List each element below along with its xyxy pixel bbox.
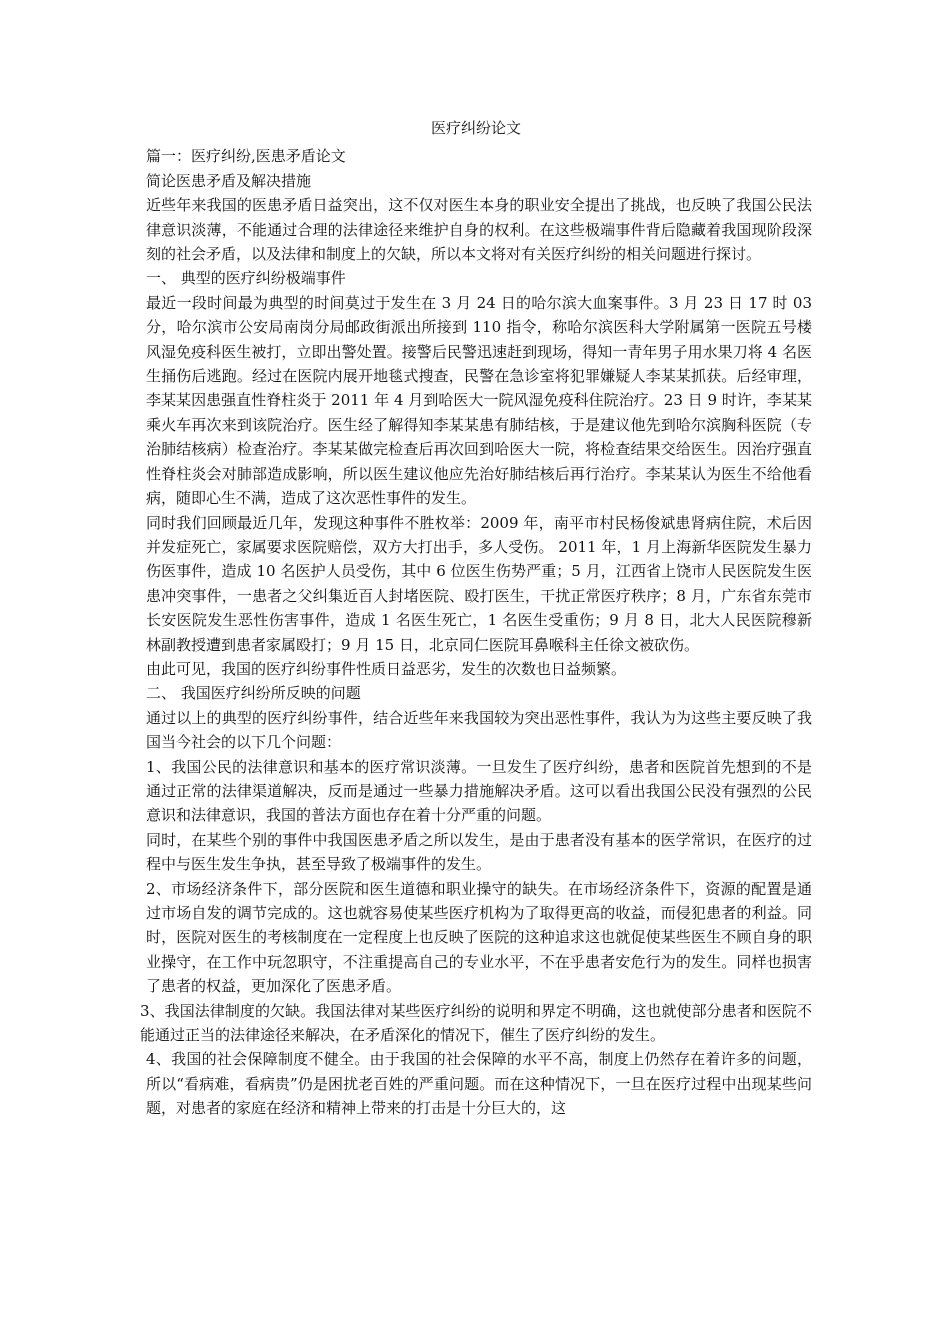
paragraph-subtitle: 简论医患矛盾及解决措施	[146, 171, 312, 190]
paragraph-recent-cases: 同时我们回顾最近几年，发现这种事件不胜枚举：2009 年，南平市村民杨俊斌患肾病住院，术后因并发症死亡，家属要求医院赔偿，双方大打出手，多人受伤。 2011 年，1 月上海新华医院发生暴力伤医事件，造成 10 名医护人员受伤，其中 6 位医生伤势严重；5 月，江西省上饶市人民医院发生医患冲突事件，一患者之父纠集近百人封堵医院、殴打医生，干扰正常医疗秩序；8 月，广东省东莞市长安医院发生恶性伤害事件，造成 1 名医生死亡，1 名医生受重伤；9 月 8 日，北大人民医院穆新林副教授遭到患者家属殴打；9 月 15 日，北京同仁医院耳鼻喉科主任徐文被砍伤。	[146, 513, 812, 654]
paragraph-point-3: 3、我国法律制度的欠缺。我国法律对某些医疗纠纷的说明和界定不明确，这也就使部分患者和医院不能通过正当的法律途径来解决，在矛盾深化的情况下，催生了医疗纠纷的发生。	[140, 1001, 812, 1045]
paragraph-problems-intro: 通过以上的典型的医疗纠纷事件，结合近些年来我国较为突出恶性事件，我认为为这些主要反映了我国当今社会的以下几个问题：	[146, 708, 812, 752]
document-body	[140, 116, 812, 1121]
paragraph-point-2: 2、市场经济条件下，部分医院和医生道德和职业操守的缺失。在市场经济条件下，资源的配置是通过市场自发的调节完成的。这也就容易使某些医疗机构为了取得更高的收益，而侵犯患者的利益。同时，医院对医生的考核制度在一定程度上也反映了医院的这种追求这也就促使某些医生不顾自身的职业操守，在工作中玩忽职守，不注重提高自己的专业水平，不在乎患者安危行为的发生。同样也损害了患者的权益，更加深化了医患矛盾。	[146, 879, 812, 996]
paragraph-point-1: 1、我国公民的法律意识和基本的医疗常识淡薄。一旦发生了医疗纠纷，患者和医院首先想到的不是通过正常的法律渠道解决，反而是通过一些暴力措施解决矛盾。这可以看出我国公民没有强烈的公民意识和法律意识，我国的普法方面也存在着十分严重的问题。	[146, 757, 812, 825]
paragraph-point-1-cont: 同时，在某些个别的事件中我国医患矛盾之所以发生，是由于患者没有基本的医学常识，在医疗的过程中与医生发生争执，甚至导致了极端事件的发生。	[146, 830, 812, 874]
section-heading-2: 二、 我国医疗纠纷所反映的问题	[146, 684, 361, 703]
document-title: 医疗纠纷论文	[430, 119, 521, 137]
paragraph-conclusion-1: 由此可见，我国的医疗纠纷事件性质日益恶劣，发生的次数也日益频繁。	[146, 659, 627, 678]
paragraph-article-heading: 篇一：医疗纠纷,医患矛盾论文	[146, 147, 346, 166]
paragraph-point-4: 4、我国的社会保障制度不健全。由于我国的社会保障的水平不高，制度上仍然存在着许多的问题，所以“看病难，看病贵”仍是困扰老百姓的严重问题。而在这种情况下，一旦在医疗过程中出现某些问题，对患者的家庭在经济和精神上带来的打击是十分巨大的，这	[146, 1050, 812, 1118]
section-heading-1: 一、 典型的医疗纠纷极端事件	[146, 269, 346, 288]
paragraph-intro: 近些年来我国的医患矛盾日益突出，这不仅对医生本身的职业安全提出了挑战，也反映了我国公民法律意识淡薄，不能通过合理的法律途径来维护自身的权利。在这些极端事件背后隐藏着我国现阶段深刻的社会矛盾，以及法律和制度上的欠缺，所以本文将对有关医疗纠纷的相关问题进行探讨。	[146, 196, 812, 264]
paragraph-harbin-case: 最近一段时间最为典型的时间莫过于发生在 3 月 24 日的哈尔滨大血案事件。3 月 23 日 17 时 03 分，哈尔滨市公安局南岗分局邮政街派出所接到 110 指令，称哈尔滨医科大学附属第一医院五号楼风湿免疫科医生被打，立即出警处置。接警后民警迅速赶到现场，得知一青年男子用水果刀将 4 名医生捅伤后逃跑。经过在医院内展开地毯式搜查，民警在急诊室将犯罪嫌疑人李某某抓获。后经审理，李某某因患强直性脊柱炎于 2011 年 4 月到哈医大一院风湿免疫科住院治疗。23 日 9 时许，李某某乘火车再次来到该院治疗。医生经了解得知李某某患有肺结核，于是建议他先到哈尔滨胸科医院（专治肺结核病）检查治疗。李某某做完检查后再次回到哈医大一院，将检查结果交给医生。因治疗强直性脊柱炎会对肺部造成影响，所以医生建议他应先治好肺结核后再行治疗。李某某认为医生不给他看病，随即心生不满，造成了这次恶性事件的发生。	[146, 293, 812, 508]
